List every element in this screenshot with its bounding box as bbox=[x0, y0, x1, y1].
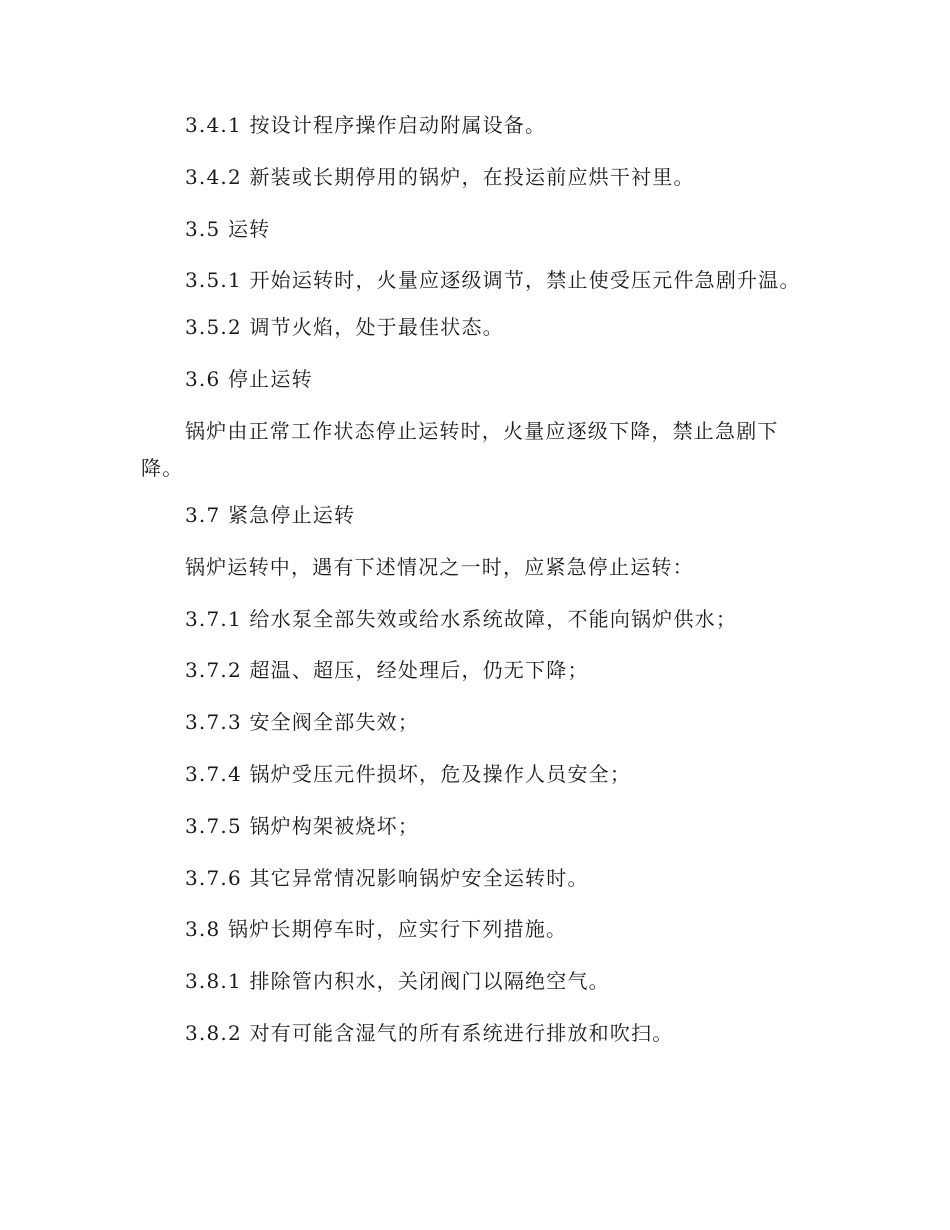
section-heading-3-7: 3.7 紧急停止运转 bbox=[185, 502, 356, 527]
paragraph-3-7-1: 3.7.1 给水泵全部失效或给水系统故障，不能向锅炉供水； bbox=[185, 606, 738, 631]
document-body bbox=[141, 107, 811, 1067]
paragraph-3-8-1: 3.8.1 排除管内积水，关闭阀门以隔绝空气。 bbox=[185, 969, 610, 994]
section-heading-3-6: 3.6 停止运转 bbox=[185, 367, 313, 392]
paragraph-emergency-intro: 锅炉运转中，遇有下述情况之一时，应紧急停止运转： bbox=[185, 554, 694, 579]
paragraph-3-5-2: 3.5.2 调节火焰，处于最佳状态。 bbox=[185, 315, 504, 340]
paragraph-3-7-6: 3.7.6 其它异常情况影响锅炉安全运转时。 bbox=[185, 865, 589, 890]
paragraph-3-5-1: 3.5.1 开始运转时，火量应逐级调节，禁止使受压元件急剧升温。 bbox=[185, 268, 801, 293]
paragraph-3-7-4: 3.7.4 锅炉受压元件损坏，危及操作人员安全； bbox=[185, 761, 632, 786]
paragraph-3-4-2: 3.4.2 新装或长期停用的锅炉，在投运前应烘干衬里。 bbox=[185, 164, 695, 189]
section-heading-3-5: 3.5 运转 bbox=[185, 216, 271, 241]
paragraph-3-7-2: 3.7.2 超温、超压，经处理后，仍无下降； bbox=[185, 658, 589, 683]
paragraph-stop-operation: 锅炉由正常工作状态停止运转时，火量应逐级下降，禁止急剧下降。 bbox=[141, 418, 779, 480]
section-heading-3-8: 3.8 锅炉长期停车时，应实行下列措施。 bbox=[185, 917, 568, 942]
paragraph-3-7-5: 3.7.5 锅炉构架被烧坏； bbox=[185, 813, 420, 838]
paragraph-3-4-1: 3.4.1 按设计程序操作启动附属设备。 bbox=[185, 113, 547, 137]
paragraph-3-8-2: 3.8.2 对有可能含湿气的所有系统进行排放和吹扫。 bbox=[185, 1020, 674, 1045]
paragraph-3-7-3: 3.7.3 安全阀全部失效； bbox=[185, 710, 420, 735]
